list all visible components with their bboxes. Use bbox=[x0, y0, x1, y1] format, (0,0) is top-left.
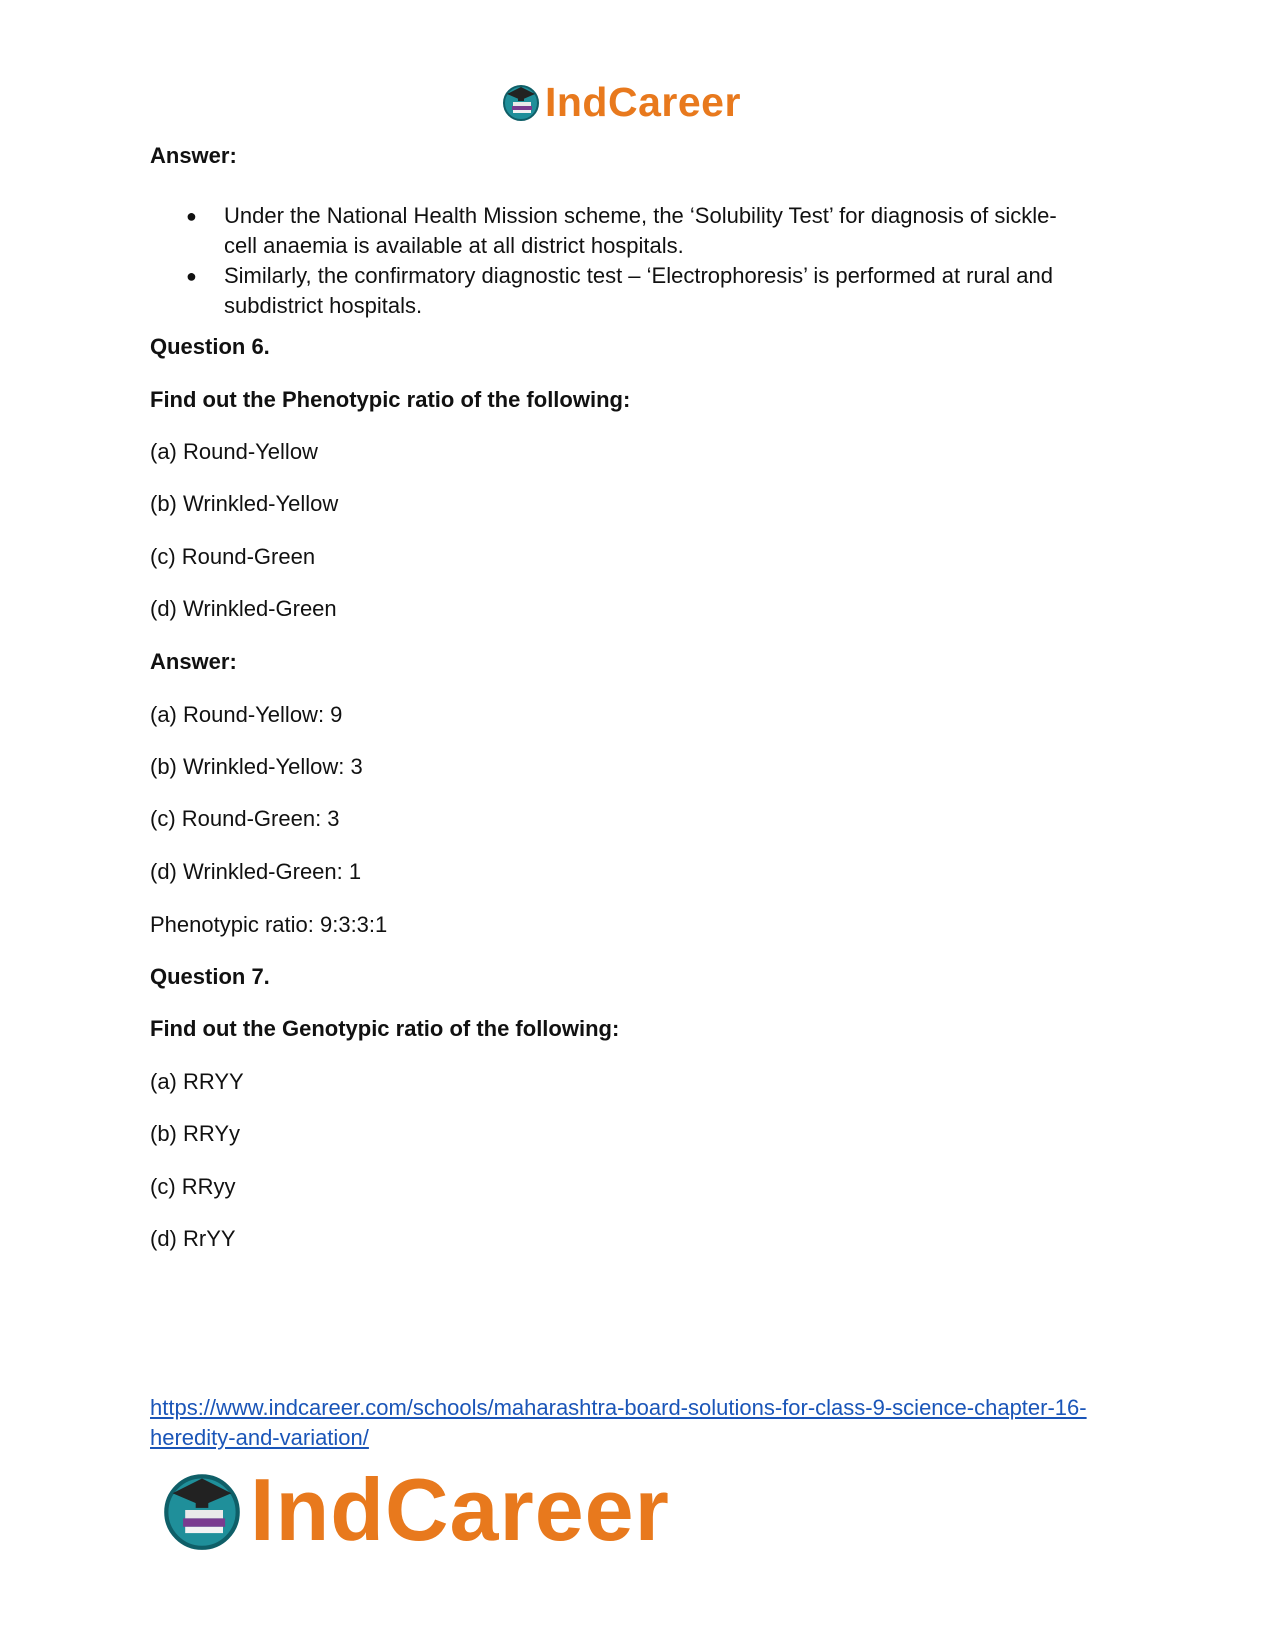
question-7-option: (b) RRYy bbox=[150, 1121, 241, 1146]
bullet-icon: ● bbox=[186, 206, 197, 226]
bullet-icon: ● bbox=[186, 266, 197, 286]
question-7-option: (d) RrYY bbox=[150, 1226, 236, 1251]
answer-6-line: (b) Wrinkled-Yellow: 3 bbox=[150, 754, 363, 779]
answer-bullet-list bbox=[186, 201, 1086, 321]
list-item-text: Under the National Health Mission scheme, the ‘Solubility Test’ for diagnosis of sickle-cell anaemia is available at all district hospitals. bbox=[224, 203, 1057, 258]
header-logo bbox=[501, 78, 741, 126]
source-link-line-1[interactable]: https://www.indcareer.com/schools/maharashtra-board-solutions-for-class-9-science-chapter-16- bbox=[150, 1395, 1087, 1420]
answer-6-line: (c) Round-Green: 3 bbox=[150, 806, 340, 831]
question-6-option: (c) Round-Green bbox=[150, 544, 316, 569]
list-item-text: Similarly, the confirmatory diagnostic test – ‘Electrophoresis’ is performed at rural and subdistrict hospitals. bbox=[224, 263, 1054, 318]
question-7-heading: Question 7. bbox=[150, 964, 270, 989]
graduation-cap-globe-icon bbox=[501, 82, 541, 122]
question-6-option: (d) Wrinkled-Green bbox=[150, 596, 337, 621]
footer-logo-text: IndCareer bbox=[250, 1460, 670, 1559]
graduation-cap-globe-icon bbox=[160, 1468, 244, 1552]
header-logo-text: IndCareer bbox=[545, 78, 741, 125]
question-7-option: (c) RRyy bbox=[150, 1174, 236, 1199]
question-6-heading: Question 6. bbox=[150, 334, 270, 359]
list-item bbox=[186, 261, 1086, 321]
question-7-option: (a) RRYY bbox=[150, 1069, 244, 1094]
footer-logo bbox=[160, 1460, 670, 1559]
source-link-line-2[interactable]: heredity-and-variation/ bbox=[150, 1425, 369, 1450]
question-7-prompt: Find out the Genotypic ratio of the following: bbox=[150, 1016, 620, 1041]
answer-6-line: (a) Round-Yellow: 9 bbox=[150, 702, 343, 727]
question-6-prompt: Find out the Phenotypic ratio of the following: bbox=[150, 387, 631, 412]
answer-6-line: (d) Wrinkled-Green: 1 bbox=[150, 859, 362, 884]
question-6-option: (a) Round-Yellow bbox=[150, 439, 318, 464]
question-6-option: (b) Wrinkled-Yellow bbox=[150, 491, 339, 516]
source-link[interactable] bbox=[150, 1393, 1140, 1453]
phenotypic-ratio: Phenotypic ratio: 9:3:3:1 bbox=[150, 912, 388, 937]
answer-6-heading: Answer: bbox=[150, 649, 237, 674]
list-item bbox=[186, 201, 1086, 261]
answer-heading: Answer: bbox=[150, 143, 237, 168]
